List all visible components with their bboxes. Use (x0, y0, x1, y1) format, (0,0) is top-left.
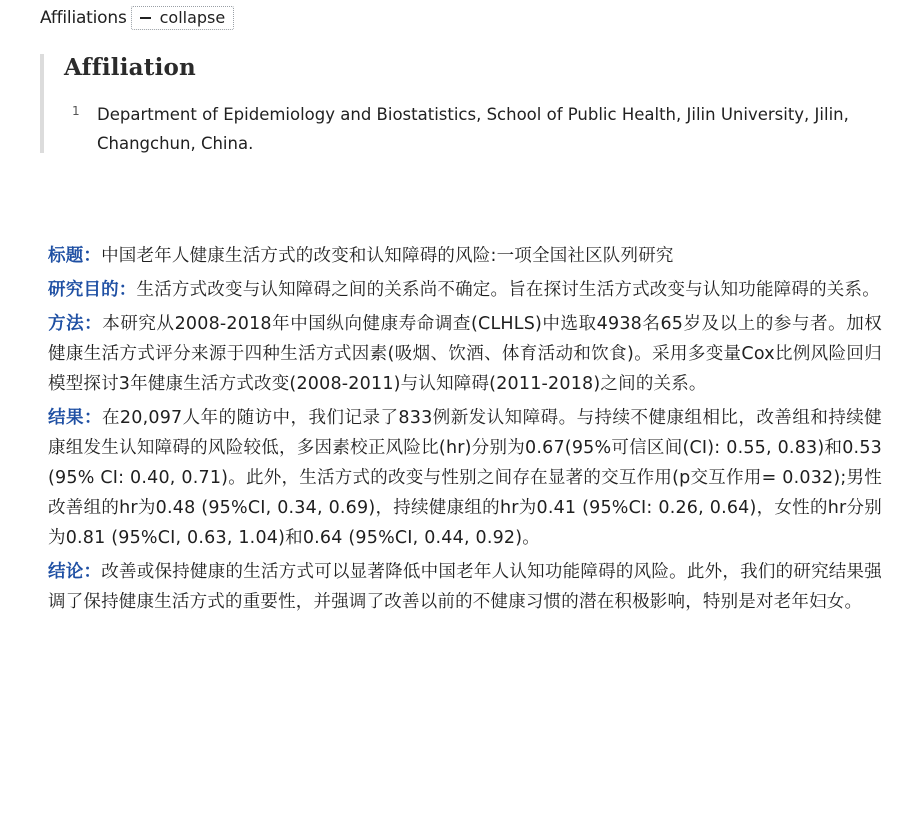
affiliations-header (40, 5, 234, 31)
affiliation-text: Department of Epidemiology and Biostatistics, School of Public Health, Jilin University, Jilin, Changchun, China. (97, 105, 849, 153)
abstract-title-paragraph (48, 241, 882, 271)
methods-label: 方法： (48, 314, 103, 334)
affiliation-heading: Affiliation (64, 54, 196, 81)
results-text: 在20,097人年的随访中，我们记录了833例新发认知障碍。与持续不健康组相比，改善组和持续健康组发生认知障碍的风险较低，多因素校正风险比(hr)分别为0.67(95%可信区间(CI): 0.55, 0.83)和0.53 (95% CI: 0.40, 0.71)。此外，生活方式的改变与性别之间存在显著的交互作用(p交互作用= 0.032);男性改善组的hr为0.48 (95%CI, 0.34, 0.69)，持续健康组的hr为0.41 (95%CI: 0.26, 0.64)，女性的hr分别为0.81 (95%CI, 0.63, 1.04)和0.64 (95%CI, 0.44, 0.92)。 (48, 408, 882, 548)
abstract-methods-paragraph (48, 309, 882, 399)
collapse-label: collapse (159, 8, 226, 27)
abstract (48, 241, 882, 621)
abstract-objective-paragraph (48, 275, 882, 305)
objective-text: 生活方式改变与认知障碍之间的关系尚不确定。旨在探讨生活方式改变与认知功能障碍的关系。 (136, 280, 880, 300)
affiliation-block (40, 54, 874, 153)
affiliations-title: Affiliations (40, 8, 127, 28)
title-label: 标题： (48, 246, 102, 266)
objective-label: 研究目的： (48, 280, 137, 300)
results-label: 结果： (48, 408, 102, 428)
minus-icon (140, 17, 151, 19)
title-text: 中国老年人健康生活方式的改变和认知障碍的风险:一项全国社区队列研究 (101, 246, 674, 266)
collapse-button[interactable] (131, 6, 235, 30)
affiliation-item (72, 100, 872, 158)
abstract-conclusion-paragraph (48, 557, 882, 617)
methods-text: 本研究从2008-2018年中国纵向健康寿命调查(CLHLS)中选取4938名65岁及以上的参与者。加权健康生活方式评分来源于四种生活方式因素(吸烟、饮酒、体育活动和饮食)。采用多变量Cox比例风险回归模型探讨3年健康生活方式改变(2008-2011)与认知障碍(2011-2018)之间的关系。 (48, 314, 882, 394)
abstract-results-paragraph (48, 403, 882, 553)
affiliation-number: 1 (72, 104, 80, 118)
conclusion-label: 结论： (48, 562, 102, 582)
conclusion-text: 改善或保持健康的生活方式可以显著降低中国老年人认知功能障碍的风险。此外，我们的研究结果强调了保持健康生活方式的重要性，并强调了改善以前的不健康习惯的潜在积极影响，特别是对老年妇女。 (48, 562, 883, 612)
